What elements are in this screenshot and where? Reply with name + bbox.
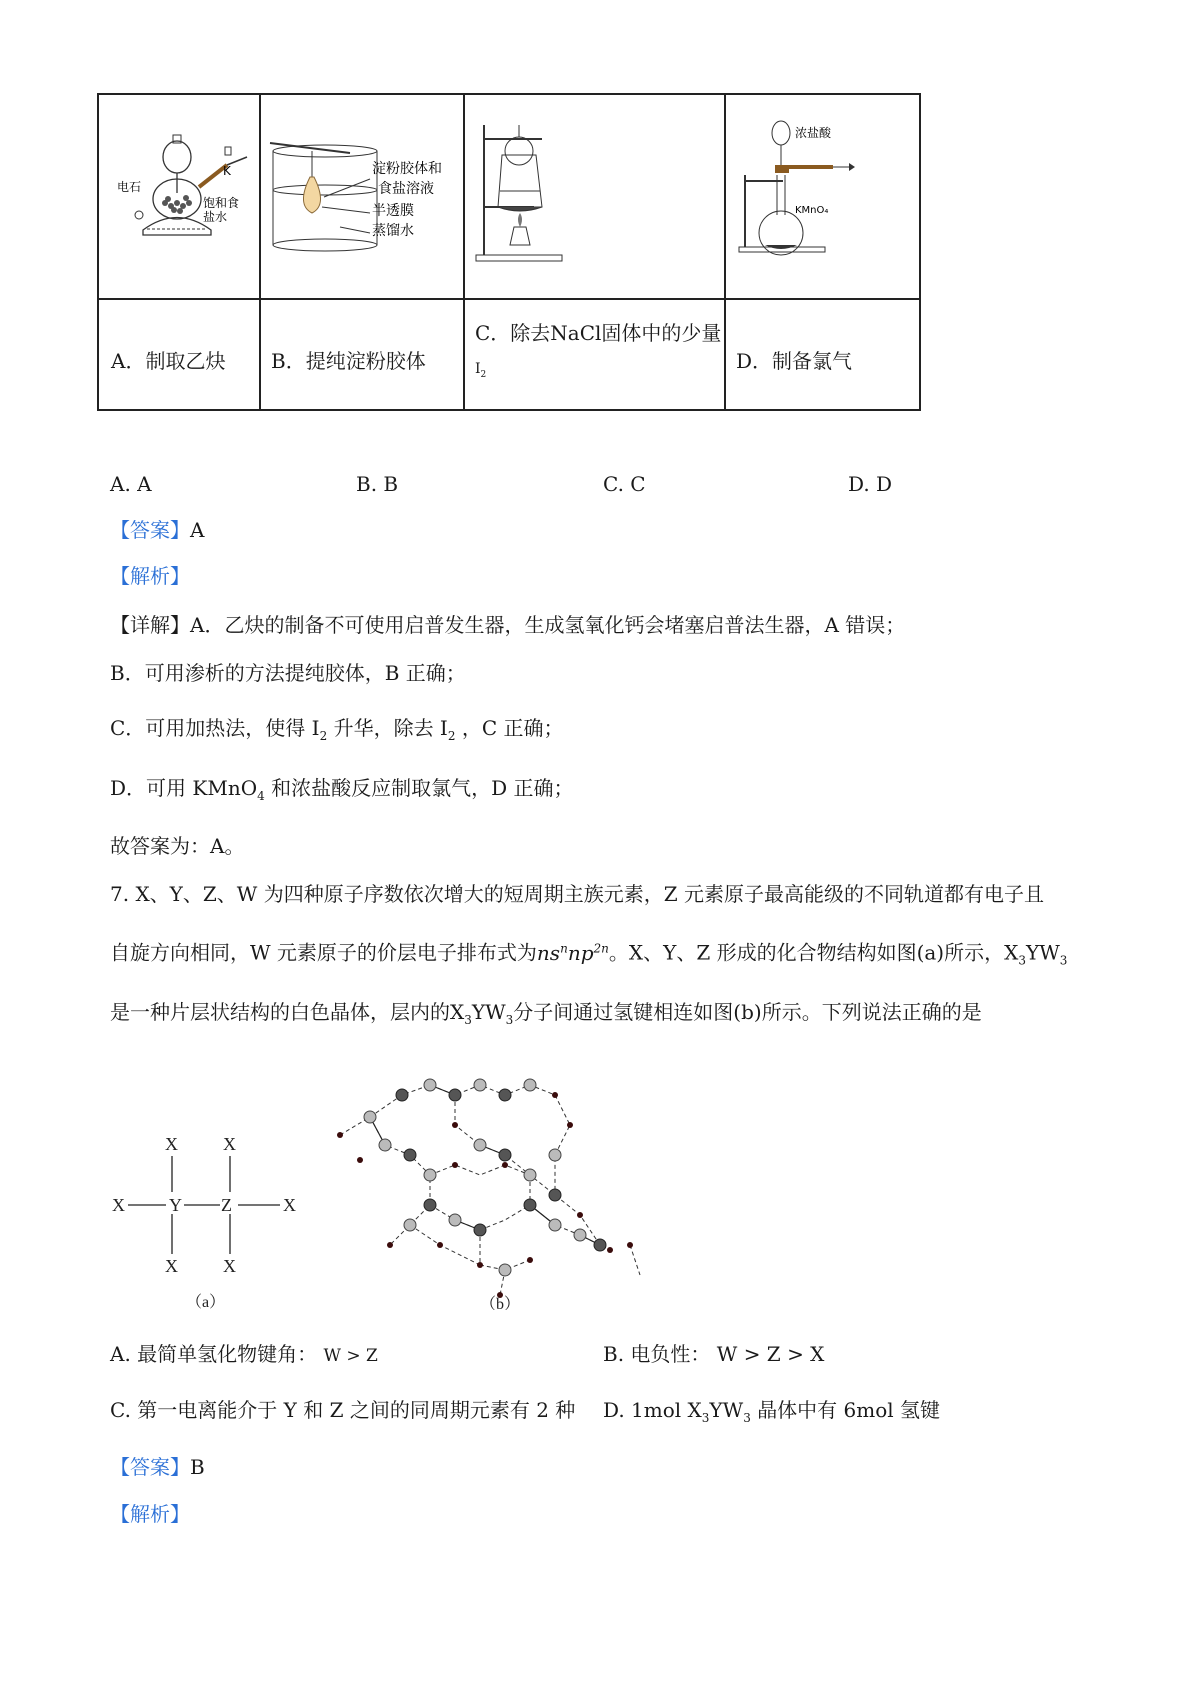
starch-colloid-label-2: 食盐溶液 bbox=[378, 181, 434, 197]
q7-option-d: D. 1mol $X_3YW_3$ 晶体中有 6mol 氢键 bbox=[603, 1398, 941, 1425]
chlorine-figure bbox=[725, 95, 923, 298]
q6-option-c: C. C bbox=[603, 472, 646, 496]
sublimation-figure bbox=[464, 95, 724, 298]
q7-answer: 【答案】B bbox=[110, 1455, 205, 1479]
figure-b-caption: （b） bbox=[480, 1296, 521, 1310]
q6-analysis-tag: 【解析】 bbox=[110, 564, 190, 588]
q6-detail-line1: 【详解】A．乙炔的制备不可使用启普发生器，生成氢氧化钙会堵塞启普法生器，A 错误； bbox=[110, 613, 906, 637]
atom-x: X bbox=[165, 1134, 178, 1154]
q6-detail-line2: B．可用渗析的方法提纯胶体，B 正确； bbox=[110, 661, 466, 685]
atom-x: X bbox=[223, 1134, 236, 1154]
q6-detail-line4: D．可用 KMnO$_4$ 和浓盐酸反应制取氯气，D 正确； bbox=[110, 776, 574, 803]
option-a-label: A．制取乙炔 bbox=[111, 349, 226, 373]
q6-option-d: D. D bbox=[848, 472, 893, 496]
conc-hcl-label: 浓盐酸 bbox=[795, 126, 832, 140]
structure-figure-a bbox=[108, 1130, 308, 1310]
atom-y: Y bbox=[169, 1195, 182, 1215]
hydrogen-bond-layer-figure-b bbox=[330, 1055, 660, 1310]
brine-label-1: 饱和食 bbox=[203, 196, 240, 210]
starch-colloid-label-1: 淀粉胶体和 bbox=[372, 161, 442, 177]
table-divider bbox=[99, 298, 919, 300]
membrane-label: 半透膜 bbox=[372, 203, 414, 219]
option-c-label: C．除去NaCl固体中的少量 bbox=[475, 321, 722, 345]
q6-detail-line3: C．可用加热法，使得 $I_2$ 升华，除去 $I_2$ ，C 正确； bbox=[110, 716, 564, 743]
kmno4-label: KMnO₄ bbox=[795, 205, 829, 216]
atom-x: X bbox=[112, 1195, 125, 1215]
q7-analysis-tag: 【解析】 bbox=[110, 1502, 190, 1526]
valve-label: K bbox=[223, 164, 231, 178]
apparatus-table bbox=[97, 93, 921, 411]
q7-line1: 7. X、Y、Z、W 为四种原子序数依次增大的短周期主族元素，Z 元素原子最高能级的不同轨道都有电子且 bbox=[110, 882, 1044, 906]
atom-x: X bbox=[223, 1256, 236, 1276]
calcium-carbide-label: 电石 bbox=[117, 180, 142, 194]
atom-x: X bbox=[165, 1256, 178, 1276]
option-c-i2: $I_2$ bbox=[475, 361, 487, 380]
q6-detail-line5: 故答案为：A。 bbox=[110, 834, 245, 858]
q6-option-b: B. B bbox=[356, 472, 399, 496]
q7-option-b: B. 电负性： W > Z > X bbox=[603, 1342, 825, 1366]
q7-line2: 自旋方向相同，W 元素原子的价层电子排布式为$ns^nnp^{2n}$。X、Y、Z 形成的化合物结构如图(a)所示，$X_3YW_3$ bbox=[110, 940, 1068, 968]
q6-option-a: A. A bbox=[110, 472, 152, 496]
acetylene-apparatus-figure bbox=[99, 95, 259, 298]
distilled-water-label: 蒸馏水 bbox=[372, 223, 414, 239]
q7-option-c: C. 第一电离能介于 Y 和 Z 之间的同周期元素有 2 种 bbox=[110, 1398, 576, 1422]
dialysis-figure bbox=[260, 95, 463, 298]
q6-answer: 【答案】A bbox=[110, 518, 205, 542]
brine-label-2: 盐水 bbox=[203, 210, 228, 224]
atom-x: X bbox=[283, 1195, 296, 1215]
q7-option-a: A. 最简单氢化物键角： W > Z bbox=[110, 1342, 378, 1366]
atom-z: Z bbox=[221, 1195, 232, 1215]
option-b-label: B．提纯淀粉胶体 bbox=[271, 349, 426, 373]
q7-line3: 是一种片层状结构的白色晶体，层内的$X_3YW_3$分子间通过氢键相连如图(b)所示。下列说法正确的是 bbox=[110, 1000, 982, 1027]
figure-a-caption: （a） bbox=[186, 1294, 226, 1310]
option-d-label: D．制备氯气 bbox=[736, 349, 853, 373]
